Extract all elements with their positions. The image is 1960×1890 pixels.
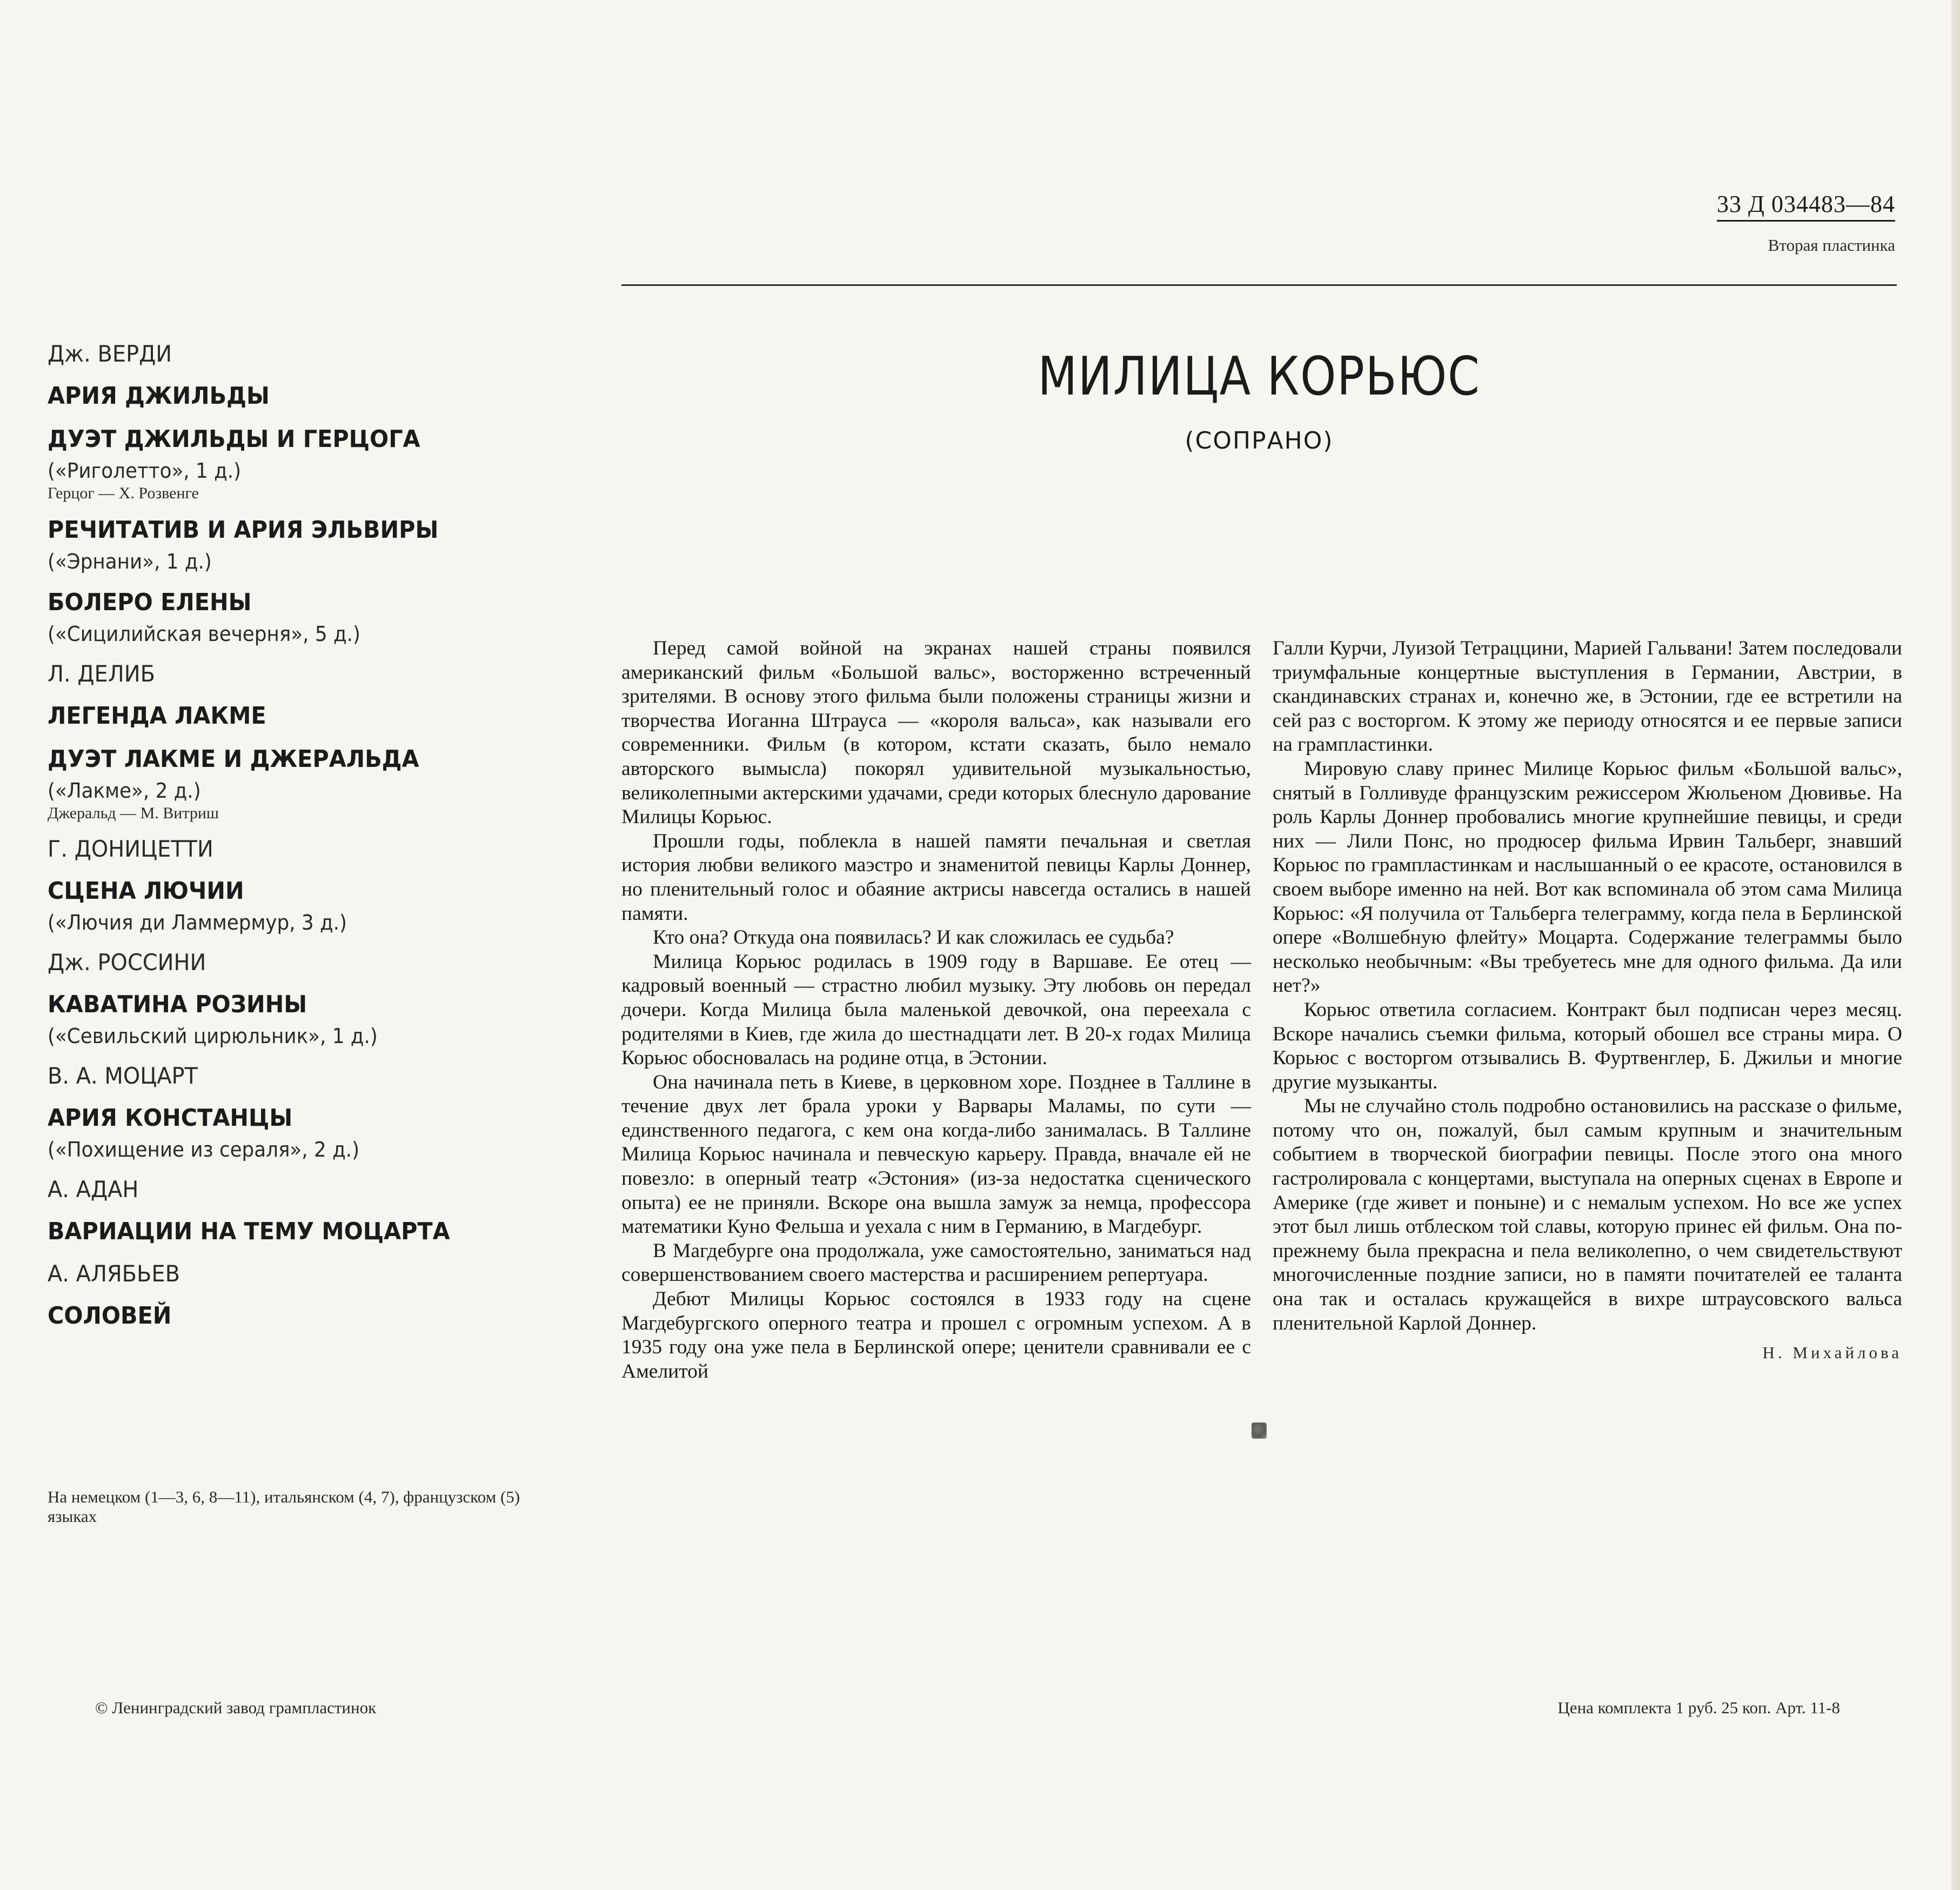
program-list (48, 339, 588, 1332)
work-title: ЛЕГЕНДА ЛАКМЕ (48, 702, 266, 730)
work-source: («Эрнани», 1 д.) (48, 550, 212, 573)
catalog-block (1717, 190, 1895, 255)
performer-note: Джеральд — М. Витриш (48, 804, 219, 822)
article (621, 637, 1902, 1384)
work-title: ДУЭТ ЛАКМЕ И ДЖЕРАЛЬДА (48, 745, 419, 773)
disc-label: Вторая пластинка (1768, 236, 1895, 255)
work-source: («Севильский цирюльник», 1 д.) (48, 1024, 378, 1048)
publisher-line: © Ленинградский завод грампластинок (95, 1698, 377, 1717)
work-title: БОЛЕРО ЕЛЕНЫ (48, 589, 252, 616)
article-paragraph: Мировую славу принес Милице Корьюс фильм «Большой вальс», снятый в Голливуде французским режиссером Жюльеном Дювивье. На роль Карлы Доннер пробовались многие крупнейшие певицы, и среди них — Лили Понс, но продюсер фильма Ирвин Тальберг, знавший Корьюс по грампластинкам и наслышанный о ее красоте, остановился в своем выборе именно на ней. Вот как вспоминала об этом сама Милица Корьюс: «Я получила от Тальберга телеграмму, когда пела в Берлинской опере «Волшебную флейту» Моцарта. Содержание телеграммы было несколько необычным: «Вы требуетесь мне для одного фильма. Да или нет?» (1273, 757, 1902, 997)
article-paragraph: Прошли годы, поблекла в нашей памяти печальная и светлая история любви великого маэстро и знаменитой певицы Карлы Доннер, но пленительный голос и обаяние актрисы навсегда остались в нашей памяти. (621, 830, 1251, 925)
work-title: ВАРИАЦИИ НА ТЕМУ МОЦАРТА (48, 1218, 450, 1245)
work-title: КАВАТИНА РОЗИНЫ (48, 991, 307, 1018)
article-paragraph: Она начинала петь в Киеве, в церковном хоре. Позднее в Таллине в течение двух лет брала уроки у Варвары Маламы, по сути — единственного педагога, с кем она когда-либо занималась. В Таллине Милица Корьюс начинала и певческую карьеру. Правда, вначале ей не повезло: в оперный театр «Эстония» (из-за недостатка сценического опыта) ее не приняли. Вскоре она вышла замуж за немца, профессора математики Куно Фельша и уехала с ним в Германию, в Магдебург. (621, 1071, 1251, 1238)
work-title: СЦЕНА ЛЮЧИИ (48, 877, 244, 905)
article-column-1 (621, 637, 1251, 1384)
work-title: РЕЧИТАТИВ И АРИЯ ЭЛЬВИРЫ (48, 516, 439, 544)
work-title: СОЛОВЕЙ (48, 1302, 172, 1330)
article-paragraph: Дебют Милицы Корьюс состоялся в 1933 году на сцене Магдебургского оперного театра и прошел с огромным успехом. А в 1935 году она уже пела в Берлинской опере; ценители сравнивали ее с Амелитой (621, 1288, 1251, 1383)
article-paragraph: Корьюс ответила согласием. Контракт был подписан через месяц. Вскоре начались съемки фильма, который обошел все страны мира. О Корьюс с восторгом отзывались В. Фуртвенглер, Б. Джильи и многие другие музыканты. (1273, 998, 1902, 1093)
article-column-2 (1273, 637, 1902, 1384)
composer-name: Л. ДЕЛИБ (48, 660, 155, 687)
composer-name: Г. ДОНИЦЕТТИ (48, 836, 213, 862)
stamp-mark (1252, 1422, 1267, 1439)
page-title: МИЛИЦА КОРЬЮС (1038, 346, 1481, 408)
sleeve-edge (1951, 0, 1960, 1890)
article-paragraph: Кто она? Откуда она появилась? И как сложилась ее судьба? (653, 926, 1174, 949)
work-title: АРИЯ ДЖИЛЬДЫ (48, 382, 270, 410)
work-source: («Риголетто», 1 д.) (48, 459, 242, 483)
work-title: АРИЯ КОНСТАНЦЫ (48, 1104, 293, 1132)
article-paragraph: Милица Корьюс родилась в 1909 году в Варшаве. Ее отец — кадровый военный — страстно любил музыку. Эту любовь он передал дочери. Когда Милица была маленькой девочкой, она переехала с родителями в Киев, где жила до шестнадцати лет. В 20-х годах Милица Корьюс обосновалась на родине отца, в Эстонии. (621, 950, 1251, 1070)
composer-name: Дж. РОССИНИ (48, 949, 206, 976)
composer-name: В. А. МОЦАРТ (48, 1063, 198, 1089)
work-title: ДУЭТ ДЖИЛЬДЫ И ГЕРЦОГА (48, 425, 420, 453)
work-source: («Лакме», 2 д.) (48, 779, 201, 803)
composer-name: Дж. ВЕРДИ (48, 340, 172, 367)
article-paragraph: Мы не случайно столь подробно остановились на рассказе о фильме, потому что он, пожалуй, был самым крупным и значительным событием в творческой биографии певицы. После этого она много гастролировала с концертами, выступала на оперных сценах в Европе и Америке (где живет и поныне) и с немалым успехом. Но все же успех этот был лишь отблеском той славы, которую принес ей фильм. Она по-прежнему была прекрасна и пела великолепно, о чем свидетельствуют многочисленные поздние записи, но в памяти почитателей ее таланта она так и осталась кружащейся в вихре штраусовского вальса пленительной Карлой Доннер. (1273, 1095, 1902, 1334)
article-paragraph: Галли Курчи, Луизой Тетраццини, Марией Гальвани! Затем последовали триумфальные концертные выступления в Германии, Австрии, в скандинавских странах и, конечно же, в Эстонии, где ее встретили на сей раз с восторгом. К этому же периоду относятся и ее первые записи на грампластинки. (1273, 637, 1902, 756)
performer-note: Герцог — X. Розвенге (48, 484, 199, 502)
page-subtitle: (СОПРАНО) (1185, 427, 1334, 455)
price-line: Цена комплекта 1 руб. 25 коп. Арт. 11-8 (1557, 1698, 1840, 1717)
work-source: («Похищение из сераля», 2 д.) (48, 1138, 360, 1161)
article-paragraph: Перед самой войной на экранах нашей страны появился американский фильм «Большой вальс», восторженно встреченный зрителями. В основу этого фильма были положены страницы жизни и творчества Иоганна Штрауса — «короля вальса», как называли его современники. Фильм (в котором, кстати сказать, было немало авторского вымысла) покорял удивительной музыкальностью, великолепными актерскими удачами, среди которых блеснуло дарование Милицы Корьюс. (621, 637, 1251, 829)
article-author: Н. Михайлова (1762, 1343, 1902, 1363)
catalog-number: 33 Д 034483—84 (1717, 190, 1895, 222)
article-paragraph: В Магдебурге она продолжала, уже самостоятельно, заниматься над совершенствованием своего мастерства и расширением репертуара. (621, 1239, 1251, 1286)
composer-name: А. АЛЯБЬЕВ (48, 1260, 180, 1287)
work-source: («Сицилийская вечерня», 5 д.) (48, 622, 360, 646)
header-rule (621, 284, 1897, 286)
work-source: («Лючия ди Ламмермур, 3 д.) (48, 911, 347, 934)
composer-name: А. АДАН (48, 1176, 139, 1203)
language-note: На немецком (1—3, 6, 8—11), итальянском (4, 7), французском (5) языках (48, 1487, 520, 1526)
